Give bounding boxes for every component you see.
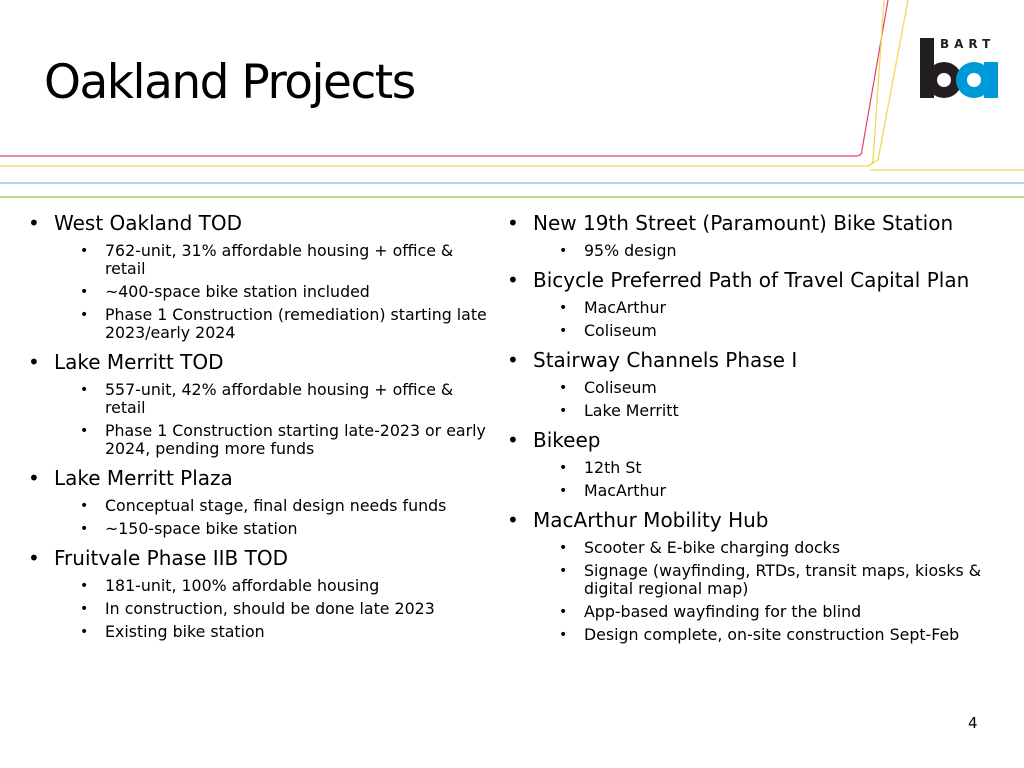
bart-logo-letters: BART xyxy=(940,37,996,51)
bullet-icon: • xyxy=(559,460,568,476)
bullet-icon: • xyxy=(80,601,89,617)
slide-title: Oakland Projects xyxy=(44,55,415,110)
project-heading: Lake Merritt Plaza xyxy=(54,466,233,490)
list-item: • Scooter & E-bike charging docks xyxy=(559,538,841,557)
list-item: • 95% design xyxy=(559,241,677,260)
project-heading: Bicycle Preferred Path of Travel Capital Plan xyxy=(533,268,970,292)
list-item: • 762-unit, 31% affordable housing + office & retail xyxy=(80,241,454,278)
project-bikeep xyxy=(505,427,1005,500)
bullet-icon: • xyxy=(80,578,89,594)
list-item: • Coliseum xyxy=(559,321,657,340)
bullet-icon: • xyxy=(507,428,519,452)
bullet-icon: • xyxy=(80,243,89,259)
bullet-icon: • xyxy=(559,540,568,556)
left-column xyxy=(26,210,496,641)
project-lake-merritt-tod xyxy=(26,349,496,458)
list-item: • Coliseum xyxy=(559,378,657,397)
bullet-icon: • xyxy=(507,268,519,292)
bullet-icon: • xyxy=(507,348,519,372)
bart-logo-icon xyxy=(918,36,1000,100)
list-item: • Lake Merritt xyxy=(559,401,679,420)
list-item: • Phase 1 Construction (remediation) starting late 2023/early 2024 xyxy=(80,305,487,342)
list-item: • MacArthur xyxy=(559,481,667,500)
bart-logo xyxy=(918,36,1000,100)
bullet-icon: • xyxy=(80,284,89,300)
list-item: • Existing bike station xyxy=(80,622,265,641)
project-heading: Fruitvale Phase IIB TOD xyxy=(54,546,288,570)
bullet-icon: • xyxy=(80,423,89,439)
bullet-icon: • xyxy=(80,521,89,537)
project-stairway-channels xyxy=(505,347,1005,420)
bullet-icon: • xyxy=(28,211,40,235)
list-item: • Design complete, on-site construction Sept-Feb xyxy=(559,625,960,644)
list-item: • Signage (wayfinding, RTDs, transit maps, kiosks & digital regional map) xyxy=(559,561,982,598)
bullet-icon: • xyxy=(28,466,40,490)
project-lake-merritt-plaza xyxy=(26,465,496,538)
bullet-icon: • xyxy=(559,563,568,579)
bullet-icon: • xyxy=(559,483,568,499)
bullet-icon: • xyxy=(507,211,519,235)
bullet-icon: • xyxy=(80,624,89,640)
list-item: • ~150-space bike station xyxy=(80,519,298,538)
bullet-icon: • xyxy=(80,498,89,514)
list-item: • 181-unit, 100% affordable housing xyxy=(80,576,380,595)
bullet-icon: • xyxy=(80,307,89,323)
project-19th-street-bike-station xyxy=(505,210,1005,260)
project-heading: Lake Merritt TOD xyxy=(54,350,224,374)
bullet-icon: • xyxy=(28,546,40,570)
list-item: • In construction, should be done late 2023 xyxy=(80,599,435,618)
bullet-icon: • xyxy=(559,243,568,259)
bullet-icon: • xyxy=(559,323,568,339)
bullet-icon: • xyxy=(559,403,568,419)
list-item: • App-based wayfinding for the blind xyxy=(559,602,862,621)
bullet-icon: • xyxy=(80,382,89,398)
bullet-icon: • xyxy=(507,508,519,532)
right-column xyxy=(505,210,1005,644)
project-macarthur-mobility-hub xyxy=(505,507,1005,644)
list-item: • 557-unit, 42% affordable housing + office & retail xyxy=(80,380,454,417)
project-heading: MacArthur Mobility Hub xyxy=(533,508,769,532)
page-number: 4 xyxy=(968,714,978,732)
project-fruitvale-phase-iib-tod xyxy=(26,545,496,641)
project-heading: West Oakland TOD xyxy=(54,211,243,235)
bullet-icon: • xyxy=(559,627,568,643)
project-heading: New 19th Street (Paramount) Bike Station xyxy=(533,211,954,235)
bullet-icon: • xyxy=(559,604,568,620)
bullet-icon: • xyxy=(559,380,568,396)
project-heading: Stairway Channels Phase I xyxy=(533,348,798,372)
list-item: • Conceptual stage, final design needs funds xyxy=(80,496,447,515)
list-item: • MacArthur xyxy=(559,298,667,317)
bullet-icon: • xyxy=(559,300,568,316)
project-heading: Bikeep xyxy=(533,428,601,452)
list-item: • 12th St xyxy=(559,458,642,477)
list-item: • ~400-space bike station included xyxy=(80,282,370,301)
list-item: • Phase 1 Construction starting late-2023 or early 2024, pending more funds xyxy=(80,421,486,458)
project-west-oakland-tod xyxy=(26,210,496,342)
project-bicycle-preferred-path xyxy=(505,267,1005,340)
bullet-icon: • xyxy=(28,350,40,374)
